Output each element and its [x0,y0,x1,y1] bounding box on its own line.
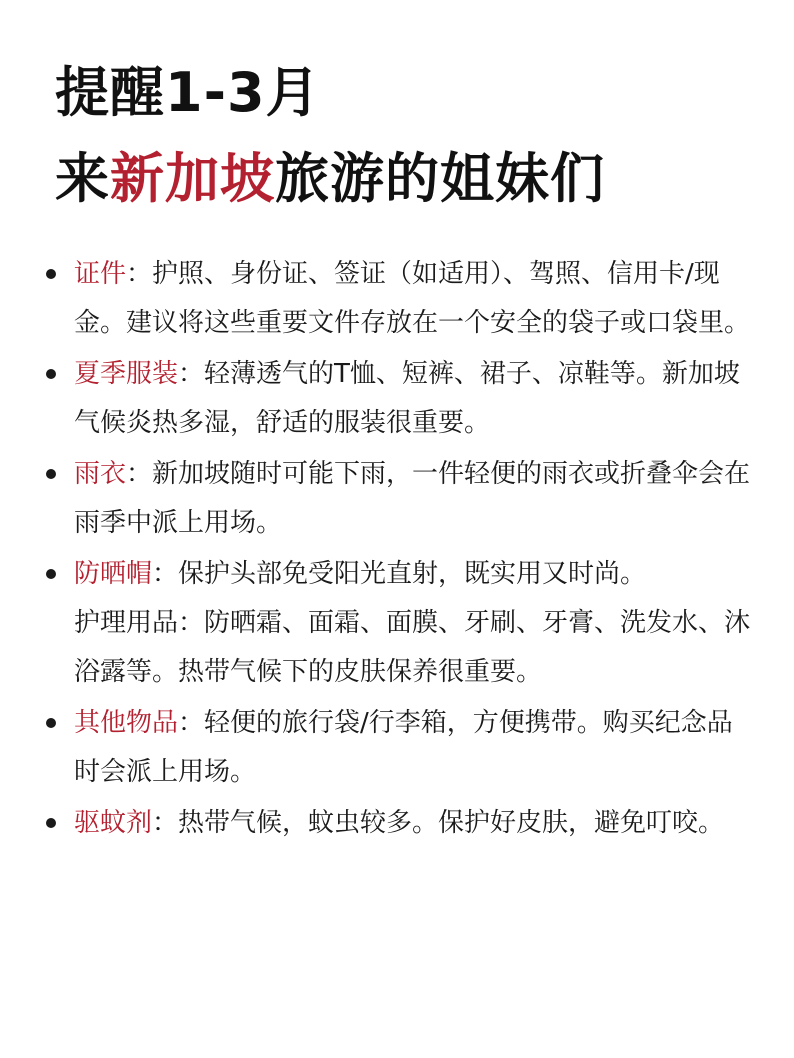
bullet-dot [46,269,56,279]
list-item-other-items [44,699,754,797]
item-label: 驱蚊剂 [74,808,153,838]
item-extra-text: 护理用品：防晒霜、面霜、面膜、牙刷、牙膏、洗发水、沐浴露等。热带气候下的皮肤保养很重要。 [74,608,751,687]
item-text: 新加坡随时可能下雨，一件轻便的雨衣或折叠伞会在雨季中派上用场。 [74,459,751,538]
bullet-dot [46,369,56,379]
item-label: 雨衣 [74,459,127,489]
title-prefix: 来 [55,147,110,210]
item-separator: ： [126,459,153,489]
bullet-dot [46,569,56,579]
item-text: 保护头部免受阳光直射，既实用又时尚。 [178,559,647,589]
bullet-dot [46,718,56,728]
item-separator: ： [178,359,205,389]
title-line-2 [55,136,775,222]
item-label: 防晒帽 [74,559,153,589]
item-text: 护照、身份证、签证（如适用）、驾照、信用卡/现金。建议将这些重要文件存放在一个安全的袋子或口袋里。 [74,259,751,338]
item-label: 证件 [74,259,127,289]
list-item-mosquito-repellent [44,799,754,848]
bullet-dot [46,469,56,479]
checklist [44,250,754,850]
item-text: 轻薄透气的T恤、短裤、裙子、凉鞋等。新加坡气候炎热多湿，舒适的服装很重要。 [74,359,740,438]
list-item-raincoat [44,450,754,548]
item-label: 夏季服装 [74,359,179,389]
item-separator: ： [178,708,205,738]
list-item-documents [44,250,754,348]
title-suffix: 旅游的姐妹们 [275,147,605,210]
item-label: 其他物品 [74,708,179,738]
list-item-sun-hat [44,550,754,697]
item-text: 轻便的旅行袋/行李箱，方便携带。购买纪念品时会派上用场。 [74,708,733,787]
page-title [55,50,775,222]
list-item-summer-clothes [44,350,754,448]
item-separator: ： [126,259,153,289]
title-line-1: 提醒1-3月 [55,61,321,124]
title-accent-text: 新加坡 [110,147,275,210]
item-text: 热带气候，蚊虫较多。保护好皮肤，避免叮咬。 [178,808,725,838]
bullet-dot [46,818,56,828]
item-separator: ： [152,559,179,589]
item-separator: ： [152,808,179,838]
